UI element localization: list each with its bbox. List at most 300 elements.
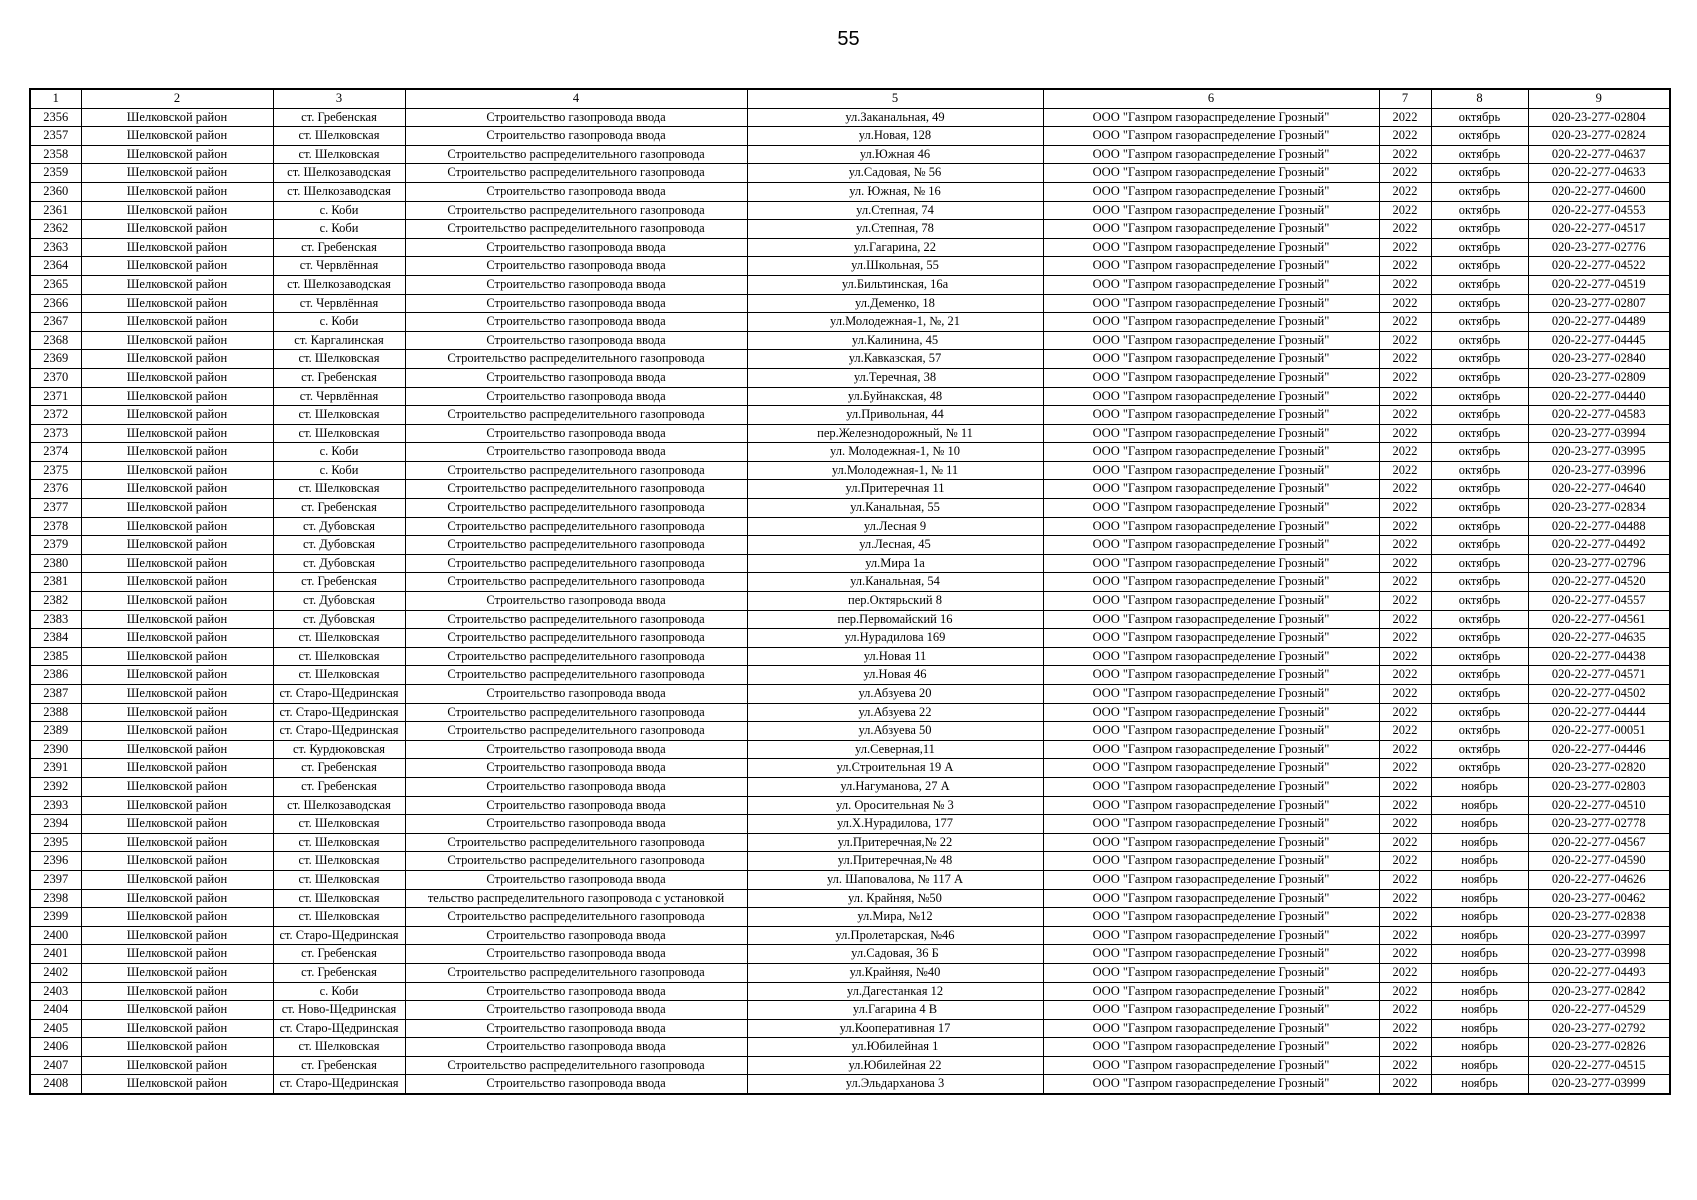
- cell-code: 020-22-277-04553: [1528, 201, 1670, 220]
- cell-address: пер.Октярьский 8: [747, 592, 1043, 611]
- cell-month: октябрь: [1431, 536, 1528, 555]
- cell-organization: ООО "Газпром газораспределение Грозный": [1043, 220, 1379, 239]
- cell-organization: ООО "Газпром газораспределение Грозный": [1043, 480, 1379, 499]
- cell-work-type: Строительство газопровода ввода: [405, 685, 747, 704]
- table-row: [30, 238, 1670, 257]
- cell-district: Шелковской район: [81, 666, 273, 685]
- cell-address: ул.Абзуева 50: [747, 722, 1043, 741]
- cell-code: 020-22-277-04440: [1528, 387, 1670, 406]
- cell-settlement: с. Коби: [273, 220, 405, 239]
- cell-year: 2022: [1379, 889, 1431, 908]
- cell-work-type: Строительство газопровода ввода: [405, 870, 747, 889]
- cell-district: Шелковской район: [81, 480, 273, 499]
- cell-year: 2022: [1379, 108, 1431, 127]
- cell-organization: ООО "Газпром газораспределение Грозный": [1043, 461, 1379, 480]
- table-row: [30, 406, 1670, 425]
- cell-organization: ООО "Газпром газораспределение Грозный": [1043, 424, 1379, 443]
- column-header-9: 9: [1528, 89, 1670, 108]
- cell-code: 020-22-277-04635: [1528, 629, 1670, 648]
- cell-year: 2022: [1379, 406, 1431, 425]
- cell-organization: ООО "Газпром газораспределение Грозный": [1043, 257, 1379, 276]
- cell-code: 020-22-277-04600: [1528, 182, 1670, 201]
- cell-year: 2022: [1379, 517, 1431, 536]
- cell-work-type: Строительство газопровода ввода: [405, 275, 747, 294]
- cell-work-type: Строительство распределительного газопровода: [405, 666, 747, 685]
- cell-district: Шелковской район: [81, 759, 273, 778]
- cell-address: ул.Степная, 74: [747, 201, 1043, 220]
- page-number: 55: [837, 28, 860, 50]
- cell-code: 020-22-277-04640: [1528, 480, 1670, 499]
- cell-code: 020-23-277-00462: [1528, 889, 1670, 908]
- cell-month: ноябрь: [1431, 1075, 1528, 1094]
- cell-address: ул.Степная, 78: [747, 220, 1043, 239]
- cell-address: ул.Гагарина 4 В: [747, 1001, 1043, 1020]
- table-row: [30, 127, 1670, 146]
- cell-code: 020-22-277-04561: [1528, 610, 1670, 629]
- cell-address: ул.Абзуева 20: [747, 685, 1043, 704]
- cell-year: 2022: [1379, 257, 1431, 276]
- cell-month: октябрь: [1431, 685, 1528, 704]
- cell-organization: ООО "Газпром газораспределение Грозный": [1043, 629, 1379, 648]
- cell-address: ул.Нагуманова, 27 А: [747, 777, 1043, 796]
- cell-code: 020-22-277-04633: [1528, 164, 1670, 183]
- cell-code: 020-23-277-02809: [1528, 368, 1670, 387]
- cell-month: октябрь: [1431, 629, 1528, 648]
- cell-year: 2022: [1379, 740, 1431, 759]
- cell-district: Шелковской район: [81, 852, 273, 871]
- cell-district: Шелковской район: [81, 294, 273, 313]
- cell-year: 2022: [1379, 145, 1431, 164]
- cell-district: Шелковской район: [81, 517, 273, 536]
- cell-work-type: Строительство распределительного газопровода: [405, 629, 747, 648]
- cell-month: октябрь: [1431, 666, 1528, 685]
- cell-settlement: ст. Шелковская: [273, 908, 405, 927]
- cell-work-type: Строительство газопровода ввода: [405, 1019, 747, 1038]
- column-header-5: 5: [747, 89, 1043, 108]
- cell-row-number: 2387: [30, 685, 81, 704]
- cell-row-number: 2370: [30, 368, 81, 387]
- cell-district: Шелковской район: [81, 815, 273, 834]
- cell-district: Шелковской район: [81, 926, 273, 945]
- table-row: [30, 480, 1670, 499]
- cell-month: октябрь: [1431, 350, 1528, 369]
- cell-year: 2022: [1379, 387, 1431, 406]
- cell-organization: ООО "Газпром газораспределение Грозный": [1043, 201, 1379, 220]
- cell-year: 2022: [1379, 796, 1431, 815]
- table-row: [30, 145, 1670, 164]
- cell-work-type: Строительство газопровода ввода: [405, 926, 747, 945]
- cell-settlement: ст. Червлённая: [273, 294, 405, 313]
- cell-settlement: ст. Шелковская: [273, 666, 405, 685]
- cell-month: ноябрь: [1431, 926, 1528, 945]
- cell-month: октябрь: [1431, 517, 1528, 536]
- cell-work-type: Строительство газопровода ввода: [405, 982, 747, 1001]
- cell-work-type: тельство распределительного газопровода с установкой: [405, 889, 747, 908]
- cell-address: ул.Деменко, 18: [747, 294, 1043, 313]
- cell-settlement: ст. Дубовская: [273, 610, 405, 629]
- cell-organization: ООО "Газпром газораспределение Грозный": [1043, 127, 1379, 146]
- cell-settlement: ст. Гребенская: [273, 963, 405, 982]
- cell-code: 020-22-277-04522: [1528, 257, 1670, 276]
- cell-code: 020-22-277-04515: [1528, 1056, 1670, 1075]
- cell-code: 020-22-277-04489: [1528, 313, 1670, 332]
- cell-month: октябрь: [1431, 164, 1528, 183]
- cell-address: ул.Новая 46: [747, 666, 1043, 685]
- cell-row-number: 2408: [30, 1075, 81, 1094]
- cell-code: 020-23-277-02792: [1528, 1019, 1670, 1038]
- cell-work-type: Строительство распределительного газопровода: [405, 145, 747, 164]
- cell-month: октябрь: [1431, 108, 1528, 127]
- cell-settlement: ст. Шелковская: [273, 629, 405, 648]
- cell-month: октябрь: [1431, 406, 1528, 425]
- cell-district: Шелковской район: [81, 777, 273, 796]
- cell-settlement: ст. Шелковская: [273, 870, 405, 889]
- cell-organization: ООО "Газпром газораспределение Грозный": [1043, 406, 1379, 425]
- cell-month: ноябрь: [1431, 889, 1528, 908]
- cell-district: Шелковской район: [81, 1019, 273, 1038]
- table-row: [30, 703, 1670, 722]
- cell-address: ул.Канальная, 54: [747, 573, 1043, 592]
- cell-address: пер.Первомайский 16: [747, 610, 1043, 629]
- table-row: [30, 1019, 1670, 1038]
- cell-row-number: 2401: [30, 945, 81, 964]
- cell-settlement: ст. Ново-Щедринская: [273, 1001, 405, 1020]
- cell-district: Шелковской район: [81, 182, 273, 201]
- cell-organization: ООО "Газпром газораспределение Грозный": [1043, 573, 1379, 592]
- cell-settlement: ст. Шелковская: [273, 889, 405, 908]
- cell-code: 020-23-277-03999: [1528, 1075, 1670, 1094]
- cell-address: ул.Кавказская, 57: [747, 350, 1043, 369]
- cell-row-number: 2356: [30, 108, 81, 127]
- cell-work-type: Строительство газопровода ввода: [405, 331, 747, 350]
- cell-organization: ООО "Газпром газораспределение Грозный": [1043, 926, 1379, 945]
- cell-year: 2022: [1379, 685, 1431, 704]
- cell-address: ул.Садовая, 36 Б: [747, 945, 1043, 964]
- cell-month: ноябрь: [1431, 777, 1528, 796]
- cell-organization: ООО "Газпром газораспределение Грозный": [1043, 982, 1379, 1001]
- cell-code: 020-23-277-03997: [1528, 926, 1670, 945]
- table-row: [30, 387, 1670, 406]
- cell-row-number: 2363: [30, 238, 81, 257]
- cell-row-number: 2371: [30, 387, 81, 406]
- cell-row-number: 2384: [30, 629, 81, 648]
- cell-month: октябрь: [1431, 275, 1528, 294]
- cell-organization: ООО "Газпром газораспределение Грозный": [1043, 164, 1379, 183]
- cell-code: 020-22-277-04492: [1528, 536, 1670, 555]
- cell-row-number: 2364: [30, 257, 81, 276]
- cell-year: 2022: [1379, 554, 1431, 573]
- cell-row-number: 2366: [30, 294, 81, 313]
- cell-address: ул.Молодежная-1, № 11: [747, 461, 1043, 480]
- cell-organization: ООО "Газпром газораспределение Грозный": [1043, 740, 1379, 759]
- cell-work-type: Строительство распределительного газопровода: [405, 908, 747, 927]
- cell-organization: ООО "Газпром газораспределение Грозный": [1043, 517, 1379, 536]
- cell-address: ул.Мира, №12: [747, 908, 1043, 927]
- cell-organization: ООО "Газпром газораспределение Грозный": [1043, 889, 1379, 908]
- table-row: [30, 963, 1670, 982]
- cell-work-type: Строительство газопровода ввода: [405, 1075, 747, 1094]
- cell-row-number: 2389: [30, 722, 81, 741]
- cell-month: октябрь: [1431, 145, 1528, 164]
- cell-address: ул.Лесная, 45: [747, 536, 1043, 555]
- cell-organization: ООО "Газпром газораспределение Грозный": [1043, 703, 1379, 722]
- table-row: [30, 685, 1670, 704]
- cell-work-type: Строительство газопровода ввода: [405, 945, 747, 964]
- cell-year: 2022: [1379, 331, 1431, 350]
- cell-settlement: ст. Шелкозаводская: [273, 796, 405, 815]
- cell-month: октябрь: [1431, 313, 1528, 332]
- cell-row-number: 2395: [30, 833, 81, 852]
- cell-row-number: 2390: [30, 740, 81, 759]
- cell-settlement: с. Коби: [273, 982, 405, 1001]
- cell-year: 2022: [1379, 666, 1431, 685]
- cell-month: октябрь: [1431, 610, 1528, 629]
- cell-row-number: 2388: [30, 703, 81, 722]
- cell-year: 2022: [1379, 536, 1431, 555]
- cell-code: 020-23-277-02820: [1528, 759, 1670, 778]
- cell-year: 2022: [1379, 127, 1431, 146]
- table-row: [30, 852, 1670, 871]
- cell-code: 020-23-277-03994: [1528, 424, 1670, 443]
- cell-year: 2022: [1379, 443, 1431, 462]
- cell-month: октябрь: [1431, 387, 1528, 406]
- cell-month: ноябрь: [1431, 945, 1528, 964]
- cell-address: ул. Крайняя, №50: [747, 889, 1043, 908]
- table-row: [30, 666, 1670, 685]
- cell-year: 2022: [1379, 852, 1431, 871]
- cell-row-number: 2365: [30, 275, 81, 294]
- cell-address: ул.Привольная, 44: [747, 406, 1043, 425]
- cell-address: ул.Новая, 128: [747, 127, 1043, 146]
- table-row: [30, 461, 1670, 480]
- cell-settlement: ст. Старо-Щедринская: [273, 722, 405, 741]
- table-row: [30, 424, 1670, 443]
- cell-work-type: Строительство распределительного газопровода: [405, 703, 747, 722]
- cell-month: ноябрь: [1431, 1056, 1528, 1075]
- column-header-3: 3: [273, 89, 405, 108]
- cell-settlement: ст. Старо-Щедринская: [273, 1019, 405, 1038]
- table-row: [30, 1038, 1670, 1057]
- cell-district: Шелковской район: [81, 1056, 273, 1075]
- cell-code: 020-22-277-04438: [1528, 647, 1670, 666]
- cell-district: Шелковской район: [81, 220, 273, 239]
- cell-code: 020-23-277-03996: [1528, 461, 1670, 480]
- table-row: [30, 908, 1670, 927]
- cell-address: ул.Дагестанкая 12: [747, 982, 1043, 1001]
- cell-year: 2022: [1379, 908, 1431, 927]
- cell-row-number: 2358: [30, 145, 81, 164]
- cell-year: 2022: [1379, 1038, 1431, 1057]
- cell-year: 2022: [1379, 759, 1431, 778]
- cell-work-type: Строительство распределительного газопровода: [405, 461, 747, 480]
- cell-settlement: ст. Шелковская: [273, 647, 405, 666]
- cell-year: 2022: [1379, 294, 1431, 313]
- cell-month: октябрь: [1431, 294, 1528, 313]
- cell-organization: ООО "Газпром газораспределение Грозный": [1043, 796, 1379, 815]
- cell-settlement: ст. Дубовская: [273, 592, 405, 611]
- cell-settlement: ст. Червлённая: [273, 257, 405, 276]
- cell-month: октябрь: [1431, 703, 1528, 722]
- column-header-4: 4: [405, 89, 747, 108]
- cell-organization: ООО "Газпром газораспределение Грозный": [1043, 294, 1379, 313]
- cell-code: 020-23-277-02796: [1528, 554, 1670, 573]
- cell-organization: ООО "Газпром газораспределение Грозный": [1043, 685, 1379, 704]
- cell-address: ул.Садовая, № 56: [747, 164, 1043, 183]
- table-row: [30, 517, 1670, 536]
- cell-code: 020-23-277-02842: [1528, 982, 1670, 1001]
- cell-work-type: Строительство газопровода ввода: [405, 387, 747, 406]
- cell-month: октябрь: [1431, 573, 1528, 592]
- cell-month: октябрь: [1431, 257, 1528, 276]
- cell-work-type: Строительство распределительного газопровода: [405, 554, 747, 573]
- cell-work-type: Строительство газопровода ввода: [405, 424, 747, 443]
- cell-work-type: Строительство газопровода ввода: [405, 108, 747, 127]
- table-row: [30, 740, 1670, 759]
- cell-year: 2022: [1379, 499, 1431, 518]
- cell-district: Шелковской район: [81, 1001, 273, 1020]
- cell-year: 2022: [1379, 1019, 1431, 1038]
- cell-row-number: 2402: [30, 963, 81, 982]
- cell-year: 2022: [1379, 1075, 1431, 1094]
- cell-address: ул.Южная 46: [747, 145, 1043, 164]
- cell-row-number: 2404: [30, 1001, 81, 1020]
- cell-settlement: ст. Дубовская: [273, 554, 405, 573]
- cell-month: октябрь: [1431, 722, 1528, 741]
- cell-month: октябрь: [1431, 499, 1528, 518]
- cell-settlement: ст. Гребенская: [273, 1056, 405, 1075]
- cell-code: 020-22-277-00051: [1528, 722, 1670, 741]
- cell-year: 2022: [1379, 182, 1431, 201]
- cell-organization: ООО "Газпром газораспределение Грозный": [1043, 852, 1379, 871]
- cell-organization: ООО "Газпром газораспределение Грозный": [1043, 815, 1379, 834]
- cell-month: октябрь: [1431, 443, 1528, 462]
- cell-year: 2022: [1379, 926, 1431, 945]
- cell-work-type: Строительство распределительного газопровода: [405, 499, 747, 518]
- cell-month: октябрь: [1431, 238, 1528, 257]
- cell-code: 020-22-277-04571: [1528, 666, 1670, 685]
- cell-code: 020-23-277-02807: [1528, 294, 1670, 313]
- cell-work-type: Строительство газопровода ввода: [405, 815, 747, 834]
- table-row: [30, 647, 1670, 666]
- cell-district: Шелковской район: [81, 257, 273, 276]
- cell-district: Шелковской район: [81, 647, 273, 666]
- cell-work-type: Строительство распределительного газопровода: [405, 722, 747, 741]
- cell-row-number: 2396: [30, 852, 81, 871]
- cell-month: октябрь: [1431, 220, 1528, 239]
- table-row: [30, 592, 1670, 611]
- cell-code: 020-23-277-02803: [1528, 777, 1670, 796]
- cell-district: Шелковской район: [81, 908, 273, 927]
- cell-code: 020-23-277-02824: [1528, 127, 1670, 146]
- cell-organization: ООО "Газпром газораспределение Грозный": [1043, 443, 1379, 462]
- cell-district: Шелковской район: [81, 275, 273, 294]
- cell-organization: ООО "Газпром газораспределение Грозный": [1043, 1075, 1379, 1094]
- cell-year: 2022: [1379, 870, 1431, 889]
- cell-address: ул.Нурадилова 169: [747, 629, 1043, 648]
- cell-row-number: 2373: [30, 424, 81, 443]
- cell-year: 2022: [1379, 238, 1431, 257]
- cell-year: 2022: [1379, 610, 1431, 629]
- cell-address: ул.Лесная 9: [747, 517, 1043, 536]
- cell-district: Шелковской район: [81, 424, 273, 443]
- cell-settlement: ст. Гребенская: [273, 368, 405, 387]
- cell-code: 020-23-277-02804: [1528, 108, 1670, 127]
- cell-organization: ООО "Газпром газораспределение Грозный": [1043, 275, 1379, 294]
- table-row: [30, 368, 1670, 387]
- cell-settlement: с. Коби: [273, 461, 405, 480]
- cell-organization: ООО "Газпром газораспределение Грозный": [1043, 945, 1379, 964]
- cell-settlement: ст. Шелковская: [273, 1038, 405, 1057]
- cell-work-type: Строительство распределительного газопровода: [405, 573, 747, 592]
- table-row: [30, 220, 1670, 239]
- cell-settlement: ст. Гребенская: [273, 945, 405, 964]
- column-header-8: 8: [1431, 89, 1528, 108]
- cell-row-number: 2393: [30, 796, 81, 815]
- cell-organization: ООО "Газпром газораспределение Грозный": [1043, 536, 1379, 555]
- cell-work-type: Строительство газопровода ввода: [405, 368, 747, 387]
- cell-district: Шелковской район: [81, 1075, 273, 1094]
- cell-month: ноябрь: [1431, 1038, 1528, 1057]
- cell-row-number: 2407: [30, 1056, 81, 1075]
- cell-address: ул.Молодежная-1, №, 21: [747, 313, 1043, 332]
- cell-settlement: с. Коби: [273, 313, 405, 332]
- cell-month: октябрь: [1431, 424, 1528, 443]
- cell-month: ноябрь: [1431, 908, 1528, 927]
- cell-address: ул. Шаповалова, № 117 А: [747, 870, 1043, 889]
- cell-work-type: Строительство распределительного газопровода: [405, 610, 747, 629]
- cell-address: ул.Гагарина, 22: [747, 238, 1043, 257]
- table-row: [30, 499, 1670, 518]
- table-row: [30, 1056, 1670, 1075]
- cell-row-number: 2379: [30, 536, 81, 555]
- table-row: [30, 777, 1670, 796]
- cell-district: Шелковской район: [81, 870, 273, 889]
- cell-code: 020-23-277-03998: [1528, 945, 1670, 964]
- cell-settlement: ст. Шелковская: [273, 145, 405, 164]
- cell-month: ноябрь: [1431, 833, 1528, 852]
- cell-settlement: ст. Шелковская: [273, 480, 405, 499]
- cell-year: 2022: [1379, 573, 1431, 592]
- cell-year: 2022: [1379, 424, 1431, 443]
- cell-address: ул.Юбилейная 22: [747, 1056, 1043, 1075]
- cell-district: Шелковской район: [81, 443, 273, 462]
- cell-month: октябрь: [1431, 461, 1528, 480]
- table-row: [30, 796, 1670, 815]
- table-row: [30, 833, 1670, 852]
- cell-month: ноябрь: [1431, 870, 1528, 889]
- cell-organization: ООО "Газпром газораспределение Грозный": [1043, 833, 1379, 852]
- cell-district: Шелковской район: [81, 945, 273, 964]
- cell-settlement: ст. Шелкозаводская: [273, 275, 405, 294]
- cell-settlement: ст. Шелкозаводская: [273, 182, 405, 201]
- cell-organization: ООО "Газпром газораспределение Грозный": [1043, 592, 1379, 611]
- cell-year: 2022: [1379, 480, 1431, 499]
- cell-organization: ООО "Газпром газораспределение Грозный": [1043, 870, 1379, 889]
- cell-year: 2022: [1379, 722, 1431, 741]
- cell-district: Шелковской район: [81, 982, 273, 1001]
- table-row: [30, 759, 1670, 778]
- cell-organization: ООО "Газпром газораспределение Грозный": [1043, 499, 1379, 518]
- table-row: [30, 554, 1670, 573]
- cell-code: 020-23-277-03995: [1528, 443, 1670, 462]
- table-row: [30, 815, 1670, 834]
- cell-work-type: Строительство распределительного газопровода: [405, 647, 747, 666]
- cell-work-type: Строительство распределительного газопровода: [405, 852, 747, 871]
- cell-work-type: Строительство газопровода ввода: [405, 796, 747, 815]
- table-row: [30, 257, 1670, 276]
- cell-row-number: 2375: [30, 461, 81, 480]
- cell-row-number: 2406: [30, 1038, 81, 1057]
